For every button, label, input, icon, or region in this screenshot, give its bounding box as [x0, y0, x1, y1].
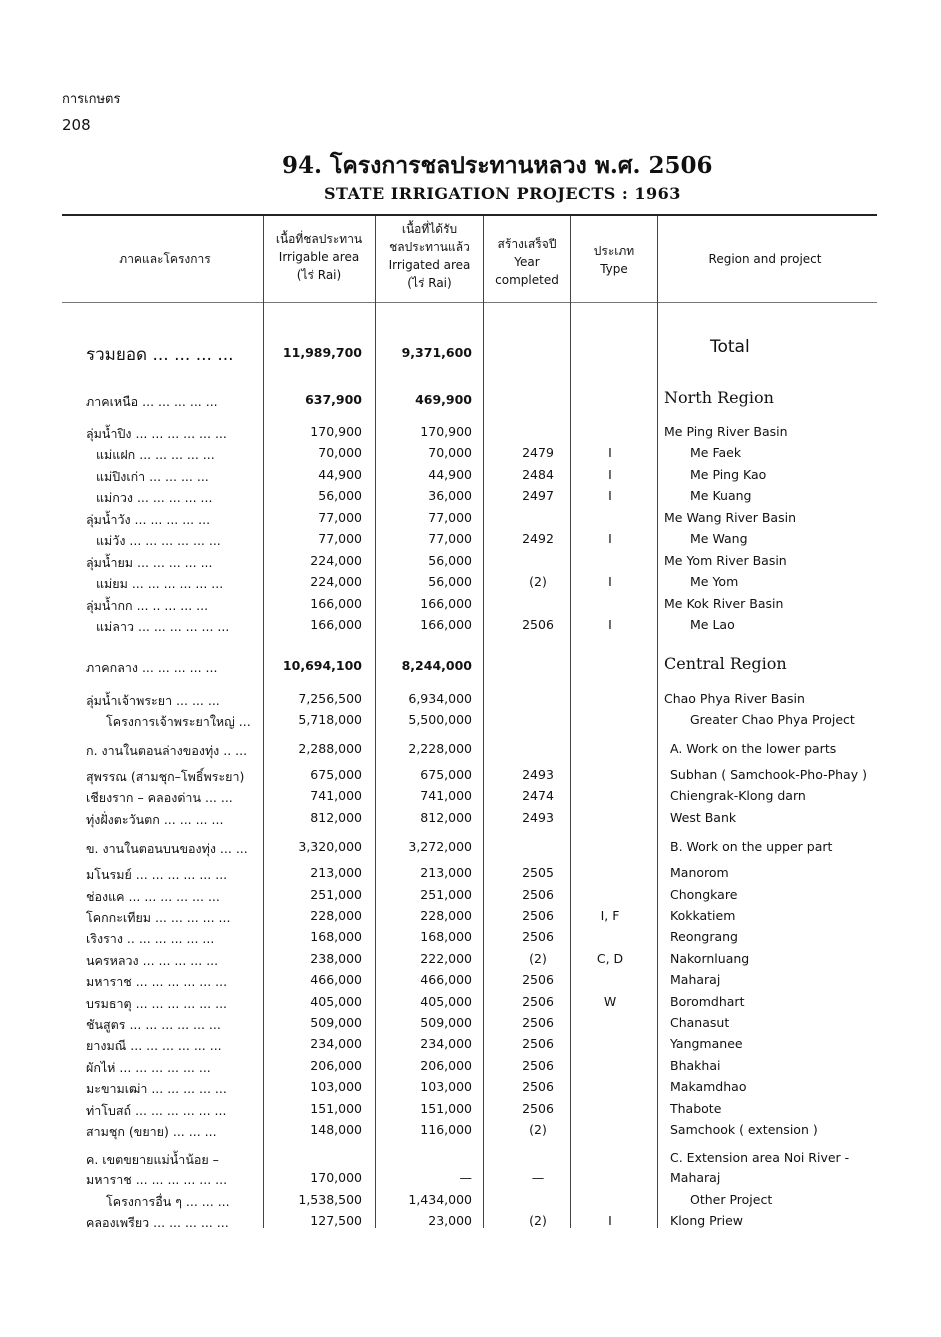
col-header-irrigated: เนื้อที่ได้รับ ชลประทานแล้ว Irrigated area (ไร่ Rai) — [388, 222, 471, 290]
region-thai-cell: แม่ปิงเก่า ... ... ... ... — [96, 469, 209, 484]
irrigable-area-cell: 224,000 — [310, 574, 362, 589]
irrigable-area-cell: 127,500 — [310, 1213, 362, 1228]
col-header-region-english: Region and project — [708, 252, 822, 266]
region-thai-cell: ภาคกลาง ... ... ... ... ... — [86, 660, 218, 675]
year-completed-cell: 2506 — [522, 1079, 554, 1094]
region-thai-cell: นครหลวง ... ... ... ... ... — [86, 953, 219, 968]
region-english-cell: B. Work on the upper part — [670, 839, 833, 854]
irrigable-area-cell: 637,900 — [305, 392, 362, 407]
table-row — [0, 1015, 941, 1036]
region-english-cell: West Bank — [670, 810, 737, 825]
type-cell: I — [608, 531, 612, 546]
year-completed-cell: 2484 — [522, 467, 554, 482]
region-english-cell: Me Yom River Basin — [664, 553, 787, 568]
year-completed-cell: 2493 — [522, 810, 554, 825]
irrigated-area-cell: 3,272,000 — [408, 839, 472, 854]
table-row — [0, 1170, 941, 1191]
region-english-cell: Me Wang River Basin — [664, 510, 797, 525]
region-english-cell: Total — [710, 337, 750, 357]
table-row — [0, 467, 941, 488]
table-row — [0, 1213, 941, 1234]
region-thai-cell: โครงการเจ้าพระยาใหญ่ ... — [106, 714, 251, 729]
table-row — [0, 1079, 941, 1100]
region-english-cell: Greater Chao Phya Project — [690, 712, 855, 727]
year-completed-cell: 2506 — [522, 887, 554, 902]
year-completed-cell: 2505 — [522, 865, 554, 880]
irrigable-area-cell: 206,000 — [310, 1058, 362, 1073]
region-english-cell: Chanasut — [670, 1015, 730, 1030]
irrigable-area-cell: 56,000 — [318, 488, 362, 503]
region-thai-cell: ผักไห่ ... ... ... ... ... ... — [86, 1060, 211, 1075]
irrigable-area-cell: 812,000 — [310, 810, 362, 825]
year-completed-cell: 2492 — [522, 531, 554, 546]
region-thai-cell: ลุ่มน้ำปิง ... ... ... ... ... ... — [86, 426, 227, 441]
year-completed-cell: 2474 — [522, 788, 554, 803]
region-thai-cell: มหาราช ... ... ... ... ... ... — [86, 1172, 228, 1187]
irrigable-area-cell: 1,538,500 — [298, 1192, 362, 1207]
irrigable-area-cell: 148,000 — [310, 1122, 362, 1137]
irrigated-area-cell: 405,000 — [420, 994, 472, 1009]
region-english-cell: Maharaj — [670, 1170, 721, 1185]
region-english-cell: Chiengrak-Klong darn — [670, 788, 806, 803]
region-thai-cell: สามชุก (ขยาย) ... ... ... — [86, 1124, 217, 1139]
table-row — [0, 1058, 941, 1079]
table-row — [0, 972, 941, 993]
irrigable-area-cell: 228,000 — [310, 908, 362, 923]
year-completed-cell: 2479 — [522, 445, 554, 460]
irrigated-area-cell: 44,900 — [428, 467, 472, 482]
irrigated-area-cell: 103,000 — [420, 1079, 472, 1094]
table-row — [0, 574, 941, 595]
region-thai-cell: ยางมณี ... ... ... ... ... ... — [86, 1038, 222, 1053]
irrigated-area-cell: 509,000 — [420, 1015, 472, 1030]
region-english-cell: Me Kok River Basin — [664, 596, 784, 611]
irrigable-area-cell: 213,000 — [310, 865, 362, 880]
irrigable-area-cell: 238,000 — [310, 951, 362, 966]
irrigated-area-cell: 168,000 — [420, 929, 472, 944]
region-english-cell: C. Extension area Noi River - — [670, 1150, 850, 1165]
irrigated-area-cell: 9,371,600 — [401, 345, 472, 360]
region-english-cell: Nakornluang — [670, 951, 750, 966]
type-cell: I — [608, 467, 612, 482]
region-thai-cell: เชียงราก – คลองด่าน ... ... — [86, 790, 233, 805]
region-thai-cell: ลุ่มน้ำยม ... ... ... ... ... — [86, 555, 213, 570]
irrigable-area-cell: 234,000 — [310, 1036, 362, 1051]
region-thai-cell: ลุ่มน้ำวัง ... ... ... ... ... — [86, 512, 211, 527]
irrigated-area-cell: 8,244,000 — [401, 658, 472, 673]
table-row — [0, 553, 941, 574]
irrigated-area-cell: 812,000 — [420, 810, 472, 825]
region-thai-cell: รวมยอด ... ... ... ... — [86, 345, 234, 365]
region-english-cell: Klong Priew — [670, 1213, 743, 1228]
irrigated-area-cell: 166,000 — [420, 617, 472, 632]
irrigable-area-cell: 168,000 — [310, 929, 362, 944]
table-row — [0, 767, 941, 788]
type-cell: C, D — [596, 951, 624, 966]
table-row — [0, 810, 941, 831]
table-row — [0, 531, 941, 552]
irrigated-area-cell: 170,900 — [420, 424, 472, 439]
region-thai-cell: บรมธาตุ ... ... ... ... ... ... — [86, 996, 228, 1011]
type-cell: I — [608, 617, 612, 632]
irrigable-area-cell: 3,320,000 — [298, 839, 362, 854]
irrigable-area-cell: 675,000 — [310, 767, 362, 782]
region-thai-cell: โคกกะเทียม ... ... ... ... ... — [86, 910, 231, 925]
irrigable-area-cell: 170,000 — [310, 1170, 362, 1185]
year-completed-cell: 2506 — [522, 617, 554, 632]
region-thai-cell: โครงการอื่น ๆ ... ... ... — [106, 1194, 230, 1209]
region-english-cell: Samchook ( extension ) — [670, 1122, 818, 1137]
irrigated-area-cell: 741,000 — [420, 788, 472, 803]
irrigated-area-cell: 6,934,000 — [408, 691, 472, 706]
year-completed-cell: 2506 — [522, 1101, 554, 1116]
year-completed-cell: (2) — [529, 951, 547, 966]
year-completed-cell: 2506 — [522, 994, 554, 1009]
region-thai-cell: แม่แฝก ... ... ... ... ... — [96, 447, 215, 462]
year-completed-cell: (2) — [529, 574, 547, 589]
irrigated-area-cell: 1,434,000 — [408, 1192, 472, 1207]
type-cell: I, F — [600, 908, 620, 923]
table-row — [0, 908, 941, 929]
irrigated-area-cell: 77,000 — [428, 510, 472, 525]
irrigated-area-cell: 36,000 — [428, 488, 472, 503]
irrigated-area-cell: 70,000 — [428, 445, 472, 460]
region-english-cell: Chao Phya River Basin — [664, 691, 805, 706]
region-thai-cell: เริงราง .. ... ... ... ... ... — [86, 931, 215, 946]
region-thai-cell: ลุ่มน้ำเจ้าพระยา ... ... ... — [86, 693, 220, 708]
table-row — [0, 951, 941, 972]
region-thai-cell: คลองเพรียว ... ... ... ... ... — [86, 1215, 229, 1230]
region-thai-cell: ช่องแค ... ... ... ... ... ... — [86, 889, 220, 904]
type-cell: I — [608, 1213, 612, 1228]
region-english-cell: Manorom — [670, 865, 729, 880]
irrigable-area-cell: 7,256,500 — [298, 691, 362, 706]
col-header-year: สร้างเสร็จปี Year completed — [495, 237, 559, 287]
page-number: 208 — [62, 116, 91, 134]
region-english-cell: Me Wang — [690, 531, 748, 546]
region-english-cell: Reongrang — [670, 929, 738, 944]
col-header-type: ประเภท Type — [593, 244, 635, 276]
region-english-cell: Me Yom — [690, 574, 739, 589]
table-row — [0, 741, 941, 762]
table-row — [0, 839, 941, 860]
irrigated-area-cell: 469,900 — [415, 392, 472, 407]
region-thai-cell: มโนรมย์ ... ... ... ... ... ... — [86, 867, 228, 882]
irrigable-area-cell: 10,694,100 — [282, 658, 362, 673]
region-thai-cell: ข. งานในตอนบนของทุ่ง ... ... — [86, 841, 248, 856]
region-english-cell: Me Faek — [690, 445, 742, 460]
region-thai-cell: ท่าโบสถ์ ... ... ... ... ... ... — [86, 1103, 227, 1118]
region-thai-cell: มะขามเฒ่า ... ... ... ... ... — [86, 1081, 227, 1096]
region-thai-cell: ค. เขตขยายแม่น้ำน้อย – — [86, 1152, 219, 1167]
irrigated-area-cell: 116,000 — [420, 1122, 472, 1137]
irrigable-area-cell: 2,288,000 — [298, 741, 362, 756]
table-row — [0, 994, 941, 1015]
irrigable-area-cell: 224,000 — [310, 553, 362, 568]
title-english: STATE IRRIGATION PROJECTS : 1963 — [324, 184, 681, 203]
region-thai-cell: แม่ลาว ... ... ... ... ... ... — [96, 619, 230, 634]
region-thai-cell: แม่วัง ... ... ... ... ... ... — [96, 533, 221, 548]
table-top-rule — [62, 214, 877, 216]
region-english-cell: Yangmanee — [670, 1036, 743, 1051]
irrigable-area-cell: 77,000 — [318, 510, 362, 525]
irrigated-area-cell: 166,000 — [420, 596, 472, 611]
title-thai: 94. โครงการชลประทานหลวง พ.ศ. 2506 — [282, 152, 713, 179]
irrigated-area-cell: 56,000 — [428, 574, 472, 589]
year-completed-cell: 2493 — [522, 767, 554, 782]
table-row — [0, 712, 941, 733]
irrigable-area-cell: 166,000 — [310, 617, 362, 632]
irrigable-area-cell: 77,000 — [318, 531, 362, 546]
region-english-cell: Thabote — [670, 1101, 722, 1116]
irrigated-area-cell: 206,000 — [420, 1058, 472, 1073]
year-completed-cell: 2506 — [522, 1015, 554, 1030]
table-row — [0, 337, 941, 366]
region-thai-cell: มหาราช ... ... ... ... ... ... — [86, 974, 228, 989]
region-english-cell: Me Kuang — [690, 488, 752, 503]
table-row — [0, 691, 941, 712]
irrigated-area-cell: 213,000 — [420, 865, 472, 880]
irrigable-area-cell: 166,000 — [310, 596, 362, 611]
year-completed-cell: 2506 — [522, 1036, 554, 1051]
irrigable-area-cell: 466,000 — [310, 972, 362, 987]
table-row — [0, 929, 941, 950]
region-english-cell: North Region — [664, 388, 774, 407]
table-row — [0, 388, 941, 413]
year-completed-cell: (2) — [529, 1122, 547, 1137]
type-cell: I — [608, 574, 612, 589]
irrigable-area-cell: 70,000 — [318, 445, 362, 460]
irrigated-area-cell: 2,228,000 — [408, 741, 472, 756]
irrigated-area-cell: 234,000 — [420, 1036, 472, 1051]
type-cell: W — [603, 994, 617, 1009]
irrigated-area-cell: 222,000 — [420, 951, 472, 966]
table-row — [0, 788, 941, 809]
region-english-cell: Me Lao — [690, 617, 735, 632]
year-completed-cell: 2506 — [522, 929, 554, 944]
col-header-irrigable: เนื้อที่ชลประทาน Irrigable area (ไร่ Rai) — [275, 232, 363, 282]
irrigable-area-cell: 151,000 — [310, 1101, 362, 1116]
region-thai-cell: ภาคเหนือ ... ... ... ... ... — [86, 394, 218, 409]
year-completed-cell: 2497 — [522, 488, 554, 503]
region-english-cell: Subhan ( Samchook-Pho-Phay ) — [670, 767, 867, 782]
table-row — [0, 1122, 941, 1143]
irrigated-area-cell: 77,000 — [428, 531, 472, 546]
table-row — [0, 1150, 941, 1171]
irrigated-area-cell: 228,000 — [420, 908, 472, 923]
irrigated-area-cell: 466,000 — [420, 972, 472, 987]
table-row — [0, 424, 941, 445]
table-row — [0, 510, 941, 531]
table-row — [0, 617, 941, 638]
table-row — [0, 445, 941, 466]
region-english-cell: Makamdhao — [670, 1079, 747, 1094]
irrigable-area-cell: 44,900 — [318, 467, 362, 482]
table-row — [0, 488, 941, 509]
region-english-cell: Other Project — [690, 1192, 773, 1207]
irrigable-area-cell: 741,000 — [310, 788, 362, 803]
region-english-cell: Central Region — [664, 654, 787, 673]
region-english-cell: Me Ping Kao — [690, 467, 767, 482]
region-thai-cell: ชันสูตร ... ... ... ... ... ... — [86, 1017, 221, 1032]
year-completed-cell: 2506 — [522, 1058, 554, 1073]
irrigated-area-cell: 23,000 — [428, 1213, 472, 1228]
irrigable-area-cell: 5,718,000 — [298, 712, 362, 727]
irrigated-area-cell: 5,500,000 — [408, 712, 472, 727]
table-row — [0, 865, 941, 886]
table-row — [0, 1101, 941, 1122]
type-cell: I — [608, 445, 612, 460]
irrigated-area-cell: 675,000 — [420, 767, 472, 782]
year-completed-cell: 2506 — [522, 972, 554, 987]
irrigated-area-cell: 56,000 — [428, 553, 472, 568]
irrigated-area-cell: — — [459, 1170, 472, 1185]
region-thai-cell: ทุ่งฝั่งตะวันตก ... ... ... ... — [86, 812, 224, 827]
table-row — [0, 1192, 941, 1213]
region-thai-cell: แม่ยม ... ... ... ... ... ... — [96, 576, 224, 591]
section-label: การเกษตร — [62, 92, 121, 107]
table-row — [0, 887, 941, 908]
region-english-cell: Kokkatiem — [670, 908, 736, 923]
irrigable-area-cell: 509,000 — [310, 1015, 362, 1030]
irrigable-area-cell: 405,000 — [310, 994, 362, 1009]
irrigated-area-cell: 251,000 — [420, 887, 472, 902]
year-completed-cell: 2506 — [522, 908, 554, 923]
irrigable-area-cell: 103,000 — [310, 1079, 362, 1094]
region-thai-cell: สุพรรณ (สามชุก–โพธิ์พระยา) — [86, 769, 245, 784]
header-bottom-rule — [62, 302, 877, 303]
table-row — [0, 596, 941, 617]
region-thai-cell: ลุ่มน้ำกก ... .. ... ... ... — [86, 598, 209, 613]
year-completed-cell: (2) — [529, 1213, 547, 1228]
region-thai-cell: แม่กวง ... ... ... ... ... — [96, 490, 213, 505]
table-row — [0, 1036, 941, 1057]
region-english-cell: Maharaj — [670, 972, 721, 987]
irrigable-area-cell: 170,900 — [310, 424, 362, 439]
region-english-cell: A. Work on the lower parts — [670, 741, 837, 756]
region-english-cell: Boromdhart — [670, 994, 745, 1009]
irrigated-area-cell: 151,000 — [420, 1101, 472, 1116]
irrigable-area-cell: 11,989,700 — [282, 345, 362, 360]
region-english-cell: Bhakhai — [670, 1058, 721, 1073]
table-row — [0, 654, 941, 679]
col-header-region-thai: ภาคและโครงการ — [119, 252, 211, 266]
irrigable-area-cell: 251,000 — [310, 887, 362, 902]
region-english-cell: Chongkare — [670, 887, 738, 902]
type-cell: I — [608, 488, 612, 503]
region-english-cell: Me Ping River Basin — [664, 424, 788, 439]
region-thai-cell: ก. งานในตอนล่างของทุ่ง .. ... — [86, 743, 248, 758]
year-completed-cell: — — [531, 1170, 545, 1185]
